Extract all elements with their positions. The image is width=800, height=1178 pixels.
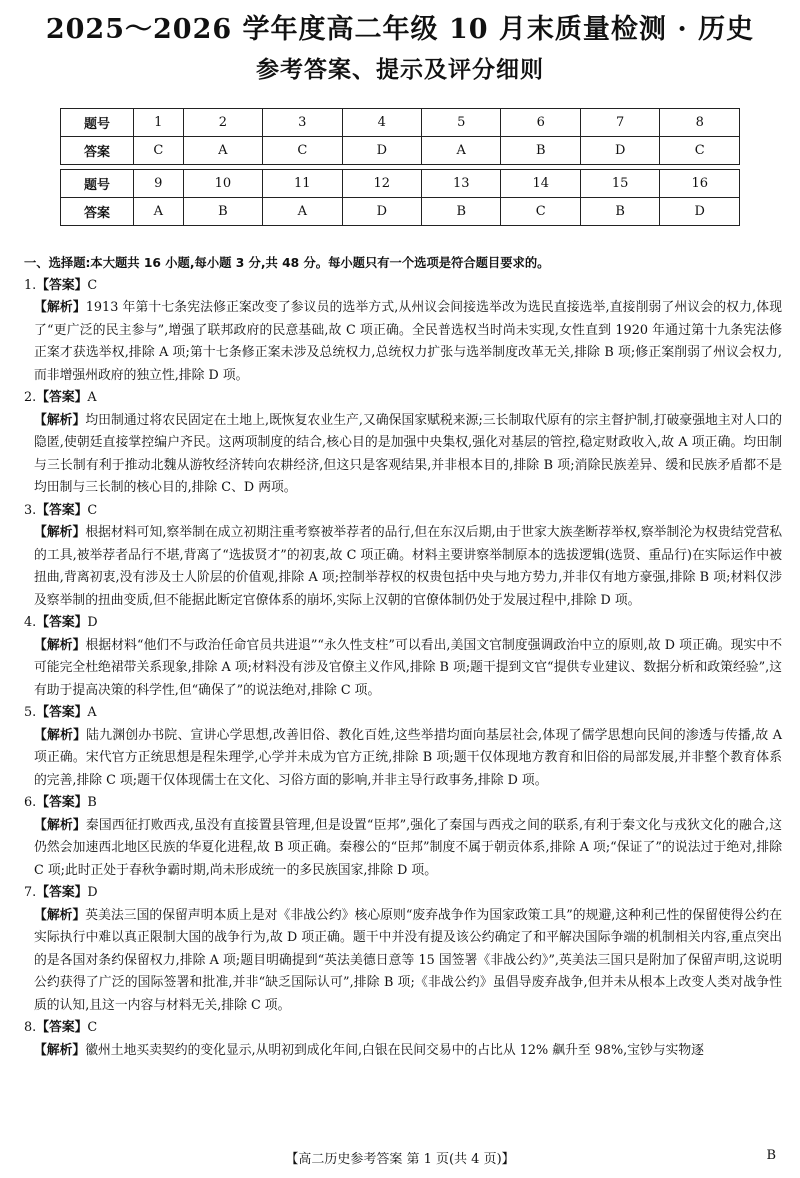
question-list xyxy=(24,275,783,1063)
answer-letter: C xyxy=(87,1020,98,1035)
analysis-text: 徽州土地买卖契约的变化显示,从明初到成化年间,白银在民间交易中的占比从 12% 飙升至 98%,宝钞与实物逐 xyxy=(85,1042,704,1058)
question-number-cell: 7 xyxy=(580,109,659,137)
analysis-paragraph xyxy=(34,905,782,1018)
section-heading: 一、选择题:本大题共 16 小题,每小题 3 分,共 48 分。每小题只有一个选项是符合题目要求的。 xyxy=(24,256,550,270)
analysis-tag: 【解析】 xyxy=(34,1042,86,1058)
question-answer-line xyxy=(24,387,782,410)
page-subtitle: 参考答案、提示及评分细则 xyxy=(256,56,544,83)
question-answer-line xyxy=(24,882,782,905)
footer-page-info: 【高二历史参考答案 第 1 页(共 4 页)】 xyxy=(285,1152,515,1167)
question-answer-line xyxy=(24,275,782,298)
table-row-numbers xyxy=(61,170,740,198)
question-answer-line xyxy=(24,702,782,725)
analysis-tag: 【解析】 xyxy=(34,637,86,653)
question-number: 8. xyxy=(24,1020,37,1035)
answer-letter: B xyxy=(87,795,97,810)
question-number-cell: 4 xyxy=(342,109,421,137)
question-number: 3. xyxy=(24,502,37,518)
question-number-cell: 15 xyxy=(580,170,659,198)
answer-letter: A xyxy=(87,705,97,720)
analysis-paragraph xyxy=(34,297,782,387)
answer-table-wrapper xyxy=(0,108,800,226)
answer-cell: C xyxy=(501,198,580,226)
answer-tag: 【答案】 xyxy=(36,277,88,293)
question-number-cell: 2 xyxy=(183,109,262,137)
question-number-cell: 5 xyxy=(422,109,501,137)
analysis-tag: 【解析】 xyxy=(34,300,86,315)
analysis-text: 秦国西征打败西戎,虽没有直接置县管理,但是设置“臣邦”,强化了秦国与西戎之间的联系,有利于秦文化与戎狄文化的融合,这仍然会加速西北地区民族的华夏化进程,故 B 项正确。秦穆公的“臣邦”制度不属于朝贡体系,排除 A 项;“保证了”的说法过于绝对,排除 C 项;此时正处于春秋争霸时期,尚未形成统一的多民族国家,排除 D 项。 xyxy=(34,817,782,878)
answer-cell: B xyxy=(501,137,580,165)
table-row-answers xyxy=(61,198,740,226)
answer-cell: B xyxy=(183,198,262,226)
analysis-paragraph xyxy=(34,725,782,793)
answer-cell: D xyxy=(580,137,659,165)
analysis-tag: 【解析】 xyxy=(34,907,86,923)
answer-cell: B xyxy=(580,198,659,226)
answer-tag: 【答案】 xyxy=(36,705,88,720)
answer-cell: A xyxy=(422,137,501,165)
answer-letter: C xyxy=(87,502,98,518)
analysis-paragraph xyxy=(34,522,782,612)
table-row-answers xyxy=(61,137,740,165)
answer-table xyxy=(60,108,740,226)
answer-cell: A xyxy=(263,198,342,226)
question-number-cell: 3 xyxy=(263,109,342,137)
answer-tag: 【答案】 xyxy=(36,795,88,810)
answer-cell: D xyxy=(342,198,421,226)
answer-tag: 【答案】 xyxy=(36,1020,88,1035)
analysis-tag: 【解析】 xyxy=(34,817,86,833)
analysis-text: 均田制通过将农民固定在土地上,既恢复农业生产,又确保国家赋税来源;三长制取代原有的宗主督护制,打破豪强地主对人口的隐匿,使朝廷直接掌控编户齐民。这两项制度的结合,核心目的是加强中央集权,强化对基层的管控,稳定财政收入,故 A 项正确。均田制与三长制有利于推动北魏从游牧经济转向农耕经济,但这只是客观结果,并非根本目的,排除 B 项;消除民族差异、缓和民族矛盾都不是均田制与三长制的核心目的,排除 C、D 两项。 xyxy=(34,412,783,495)
question-number-cell: 11 xyxy=(263,170,342,198)
question-number-cell: 12 xyxy=(342,170,421,198)
answer-cell: C xyxy=(660,137,740,165)
page-footer xyxy=(0,1148,800,1167)
label-number: 题号 xyxy=(61,109,134,137)
answer-letter: A xyxy=(87,390,97,405)
analysis-tag: 【解析】 xyxy=(34,412,86,428)
question-number: 7. xyxy=(24,885,37,900)
analysis-paragraph xyxy=(34,410,782,500)
question-number: 4. xyxy=(24,615,37,630)
question-answer-line xyxy=(24,612,782,635)
answer-cell: A xyxy=(134,198,184,226)
label-answer: 答案 xyxy=(61,137,134,165)
answer-cell: C xyxy=(134,137,184,165)
question-answer-line xyxy=(24,500,782,523)
question-number-cell: 10 xyxy=(183,170,262,198)
answer-cell: D xyxy=(342,137,421,165)
question-number-cell: 14 xyxy=(501,170,580,198)
table-row-numbers xyxy=(61,109,740,137)
label-answer: 答案 xyxy=(61,198,134,226)
analysis-paragraph xyxy=(34,1040,782,1063)
analysis-text: 英美法三国的保留声明本质上是对《非战公约》核心原则“废弃战争作为国家政策工具”的规避,这种利己性的保留使得公约在实际执行中难以真正限制大国的战争行为,故 D 项正确。题干中并没有提及该公约确定了和平解决国际争端的机制相关内容,重点突出的是各国对条约保留权力,排除 A 项;题目明确提到“英法美德日意等 15 国签署《非战公约》”,英美法三国只是附加了保留声明,这说明公约获得了广泛的国际签署和批准,并非“缺乏国际认可”,排除 B 项;《非战公约》虽倡导废弃战争,但并未从根本上改变人类对战争性质的认知,且这一内容与材料无关,排除 C 项。 xyxy=(34,907,783,1013)
analysis-text: 陆九渊创办书院、宣讲心学思想,改善旧俗、教化百姓,这些举措均面向基层社会,体现了儒学思想向民间的渗透与传播,故 A 项正确。宋代官方正统思想是程朱理学,心学并未成为官方正统,排除 B 项;题干仅体现地方教育和旧俗的局部发展,并非整个教育体系的完善,排除 C 项;题干仅体现儒士在文化、习俗方面的影响,并非主导行政事务,排除 D 项。 xyxy=(34,727,782,788)
question-number-cell: 1 xyxy=(134,109,184,137)
question-number-cell: 9 xyxy=(134,170,184,198)
answer-letter: D xyxy=(87,885,98,900)
answer-tag: 【答案】 xyxy=(36,615,88,630)
analysis-tag: 【解析】 xyxy=(34,727,87,743)
question-answer-line xyxy=(24,792,782,815)
question-number: 5. xyxy=(24,705,37,720)
analysis-text: 根据材料可知,察举制在成立初期注重考察被举荐者的品行,但在东汉后期,由于世家大族垄断荐举权,察举制沦为权贵结党营私的工具,被举荐者品行不堪,背离了“选拔贤才”的初衷,故 C 项正确。材料主要讲察举制原本的选拔逻辑(选贤、重品行)在实际运作中被扭曲,背离初衷,没有涉及士人阶层的价值观,排除 A 项;控制举荐权的权贵包括中央与地方势力,并非仅有地方豪强,排除 B 项;材料仅涉及察举制的扭曲变质,但不能据此断定官僚体系的崩坏,实际上汉朝的官僚体制仍处于发展过程中,排除 D 项。 xyxy=(34,525,782,608)
analysis-text: 根据材料“他们不与政治任命官员共进退”“永久性支柱”可以看出,美国文官制度强调政治中立的原则,故 D 项正确。现实中不可能完全杜绝裙带关系现象,排除 A 项;材料没有涉及官僚主义作风,排除 B 项;题干提到文官“提供专业建议、数据分析和政策经验”,这有助于提高决策的科学性,但“确保了”的说法绝对,排除 C 项。 xyxy=(34,637,783,698)
question-answer-line xyxy=(24,1017,782,1040)
label-number: 题号 xyxy=(61,170,134,198)
analysis-tag: 【解析】 xyxy=(34,525,86,540)
page-title: 2025～2026 学年度高二年级 10 月末质量检测 · 历史 xyxy=(45,14,755,45)
answer-content xyxy=(24,252,783,1062)
answer-cell: D xyxy=(660,198,740,226)
question-number-cell: 16 xyxy=(660,170,740,198)
answer-cell: A xyxy=(183,137,262,165)
question-number-cell: 6 xyxy=(501,109,580,137)
analysis-paragraph xyxy=(34,815,782,883)
question-number-cell: 13 xyxy=(422,170,501,198)
analysis-paragraph xyxy=(34,635,782,703)
answer-tag: 【答案】 xyxy=(36,390,88,405)
answer-cell: C xyxy=(263,137,342,165)
question-number: 6. xyxy=(24,795,37,810)
answer-letter: C xyxy=(87,277,98,293)
footer-version: B xyxy=(766,1148,776,1163)
question-number-cell: 8 xyxy=(660,109,740,137)
question-number: 1. xyxy=(24,277,37,293)
answer-cell: B xyxy=(422,198,501,226)
answer-letter: D xyxy=(87,615,98,630)
answer-tag: 【答案】 xyxy=(36,885,88,900)
analysis-text: 1913 年第十七条宪法修正案改变了参议员的选举方式,从州议会间接选举改为选民直接选举,直接削弱了州议会的权力,体现了“更广泛的民主参与”,增强了联邦政府的民意基础,故 C 项正确。全民普选权当时尚未实现,女性直到 1920 年通过第十九条宪法修正案才获选举权,排除 A 项;第十七条修正案未涉及总统权力,总统权力扩张与选举制度改革无关,排除 B 项;修正案削弱了州议会权力,而非增强州政府的独立性,排除 D 项。 xyxy=(34,300,783,383)
answer-tag: 【答案】 xyxy=(36,502,88,518)
question-number: 2. xyxy=(24,390,37,405)
